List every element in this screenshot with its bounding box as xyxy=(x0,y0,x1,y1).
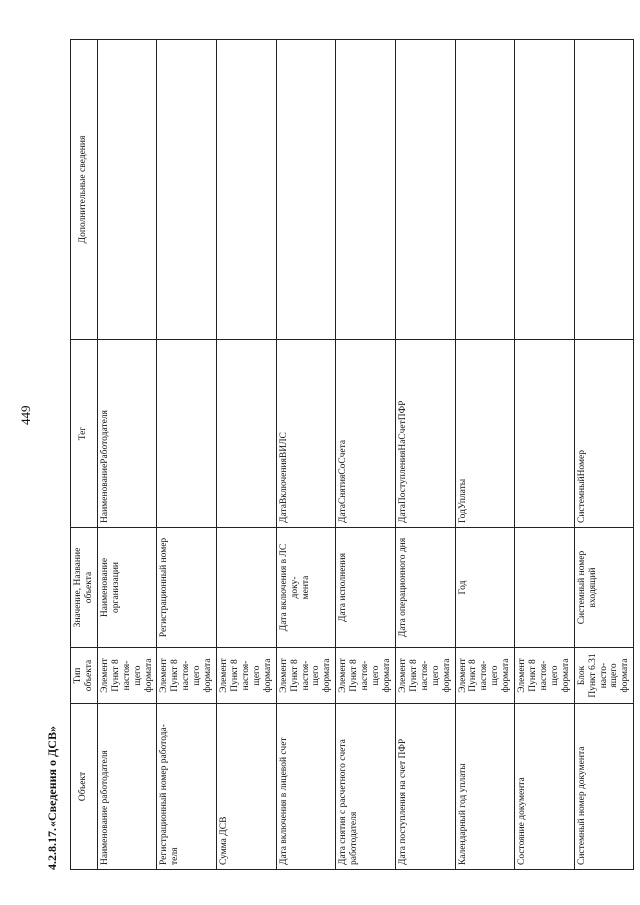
cell-object: Календарный год уплаты xyxy=(455,704,515,870)
header-extra: Дополнительные сведения xyxy=(71,40,98,340)
cell-value: Дата включения в ЛС доку- мента xyxy=(276,528,336,648)
header-tag: Тег xyxy=(71,340,98,528)
cell-type: Элемент Пункт 8 настоя- щего формата xyxy=(455,648,515,704)
cell-object: Состояние документа xyxy=(515,704,575,870)
table-header-row xyxy=(71,40,98,870)
table-row xyxy=(97,40,157,870)
cell-tag: ДатаВключенияВИЛС xyxy=(276,340,336,528)
cell-tag: ГодУплаты xyxy=(455,340,515,528)
cell-object: Системный номер документа xyxy=(574,704,634,870)
cell-tag: НаименованиеРаботодателя xyxy=(97,340,157,528)
cell-tag xyxy=(217,340,277,528)
cell-object: Регистрационный номер работода- теля xyxy=(157,704,217,870)
cell-extra xyxy=(157,40,217,340)
cell-extra xyxy=(336,40,396,340)
table-row xyxy=(336,40,396,870)
cell-extra xyxy=(395,40,455,340)
cell-object: Дата снятия с расчетного счета работодателя xyxy=(336,704,396,870)
header-object: Объект xyxy=(71,704,98,870)
cell-tag xyxy=(157,340,217,528)
cell-extra xyxy=(276,40,336,340)
cell-extra xyxy=(455,40,515,340)
cell-type: Элемент Пункт 8 настоя- щего формата xyxy=(336,648,396,704)
table-row xyxy=(217,40,277,870)
cell-tag: ДатаСнятияСоСчета xyxy=(336,340,396,528)
cell-value: Дата исполнения xyxy=(336,528,396,648)
cell-value xyxy=(515,528,575,648)
table-row xyxy=(515,40,575,870)
cell-value: Наименование организации xyxy=(97,528,157,648)
section-number: 4.2.8.17. xyxy=(45,828,59,870)
section-heading xyxy=(45,726,60,870)
cell-object: Сумма ДСВ xyxy=(217,704,277,870)
page-number: 449 xyxy=(18,405,33,425)
rotated-page-content xyxy=(45,40,631,870)
cell-value: Год xyxy=(455,528,515,648)
cell-extra xyxy=(217,40,277,340)
cell-type: Элемент Пункт 8 настоя- щего формата xyxy=(515,648,575,704)
cell-type: Элемент Пункт 8 настоя- щего формата xyxy=(395,648,455,704)
cell-tag: СистемныйНомер xyxy=(574,340,634,528)
table-row xyxy=(157,40,217,870)
cell-object: Дата поступления на счет ПФР xyxy=(395,704,455,870)
section-title: «Сведения о ДСВ» xyxy=(45,726,59,827)
objects-table xyxy=(70,39,634,870)
cell-value: Регистрационный номер xyxy=(157,528,217,648)
cell-value xyxy=(217,528,277,648)
cell-value: Системный номер входящий xyxy=(574,528,634,648)
cell-type: Элемент Пункт 8 настоя- щего формата xyxy=(97,648,157,704)
cell-type: Элемент Пункт 8 настоя- щего формата xyxy=(217,648,277,704)
cell-type: Блок Пункт 6.31 насто- ящего формата xyxy=(574,648,634,704)
table-row xyxy=(455,40,515,870)
cell-tag xyxy=(515,340,575,528)
header-value: Значение, Название объекта xyxy=(71,528,98,648)
table-row xyxy=(276,40,336,870)
cell-tag: ДатаПоступленияНаСчетПФР xyxy=(395,340,455,528)
header-type: Тип объекта xyxy=(71,648,98,704)
cell-type: Элемент Пункт 8 настоя- щего формата xyxy=(276,648,336,704)
cell-extra xyxy=(515,40,575,340)
cell-extra xyxy=(97,40,157,340)
table-row xyxy=(395,40,455,870)
cell-extra xyxy=(574,40,634,340)
cell-type: Элемент Пункт 8 настоя- щего формата xyxy=(157,648,217,704)
cell-value: Дата операционного дня xyxy=(395,528,455,648)
cell-object: Наименование работодателя xyxy=(97,704,157,870)
cell-object: Дата включения в лицевой счет xyxy=(276,704,336,870)
table-row xyxy=(574,40,634,870)
